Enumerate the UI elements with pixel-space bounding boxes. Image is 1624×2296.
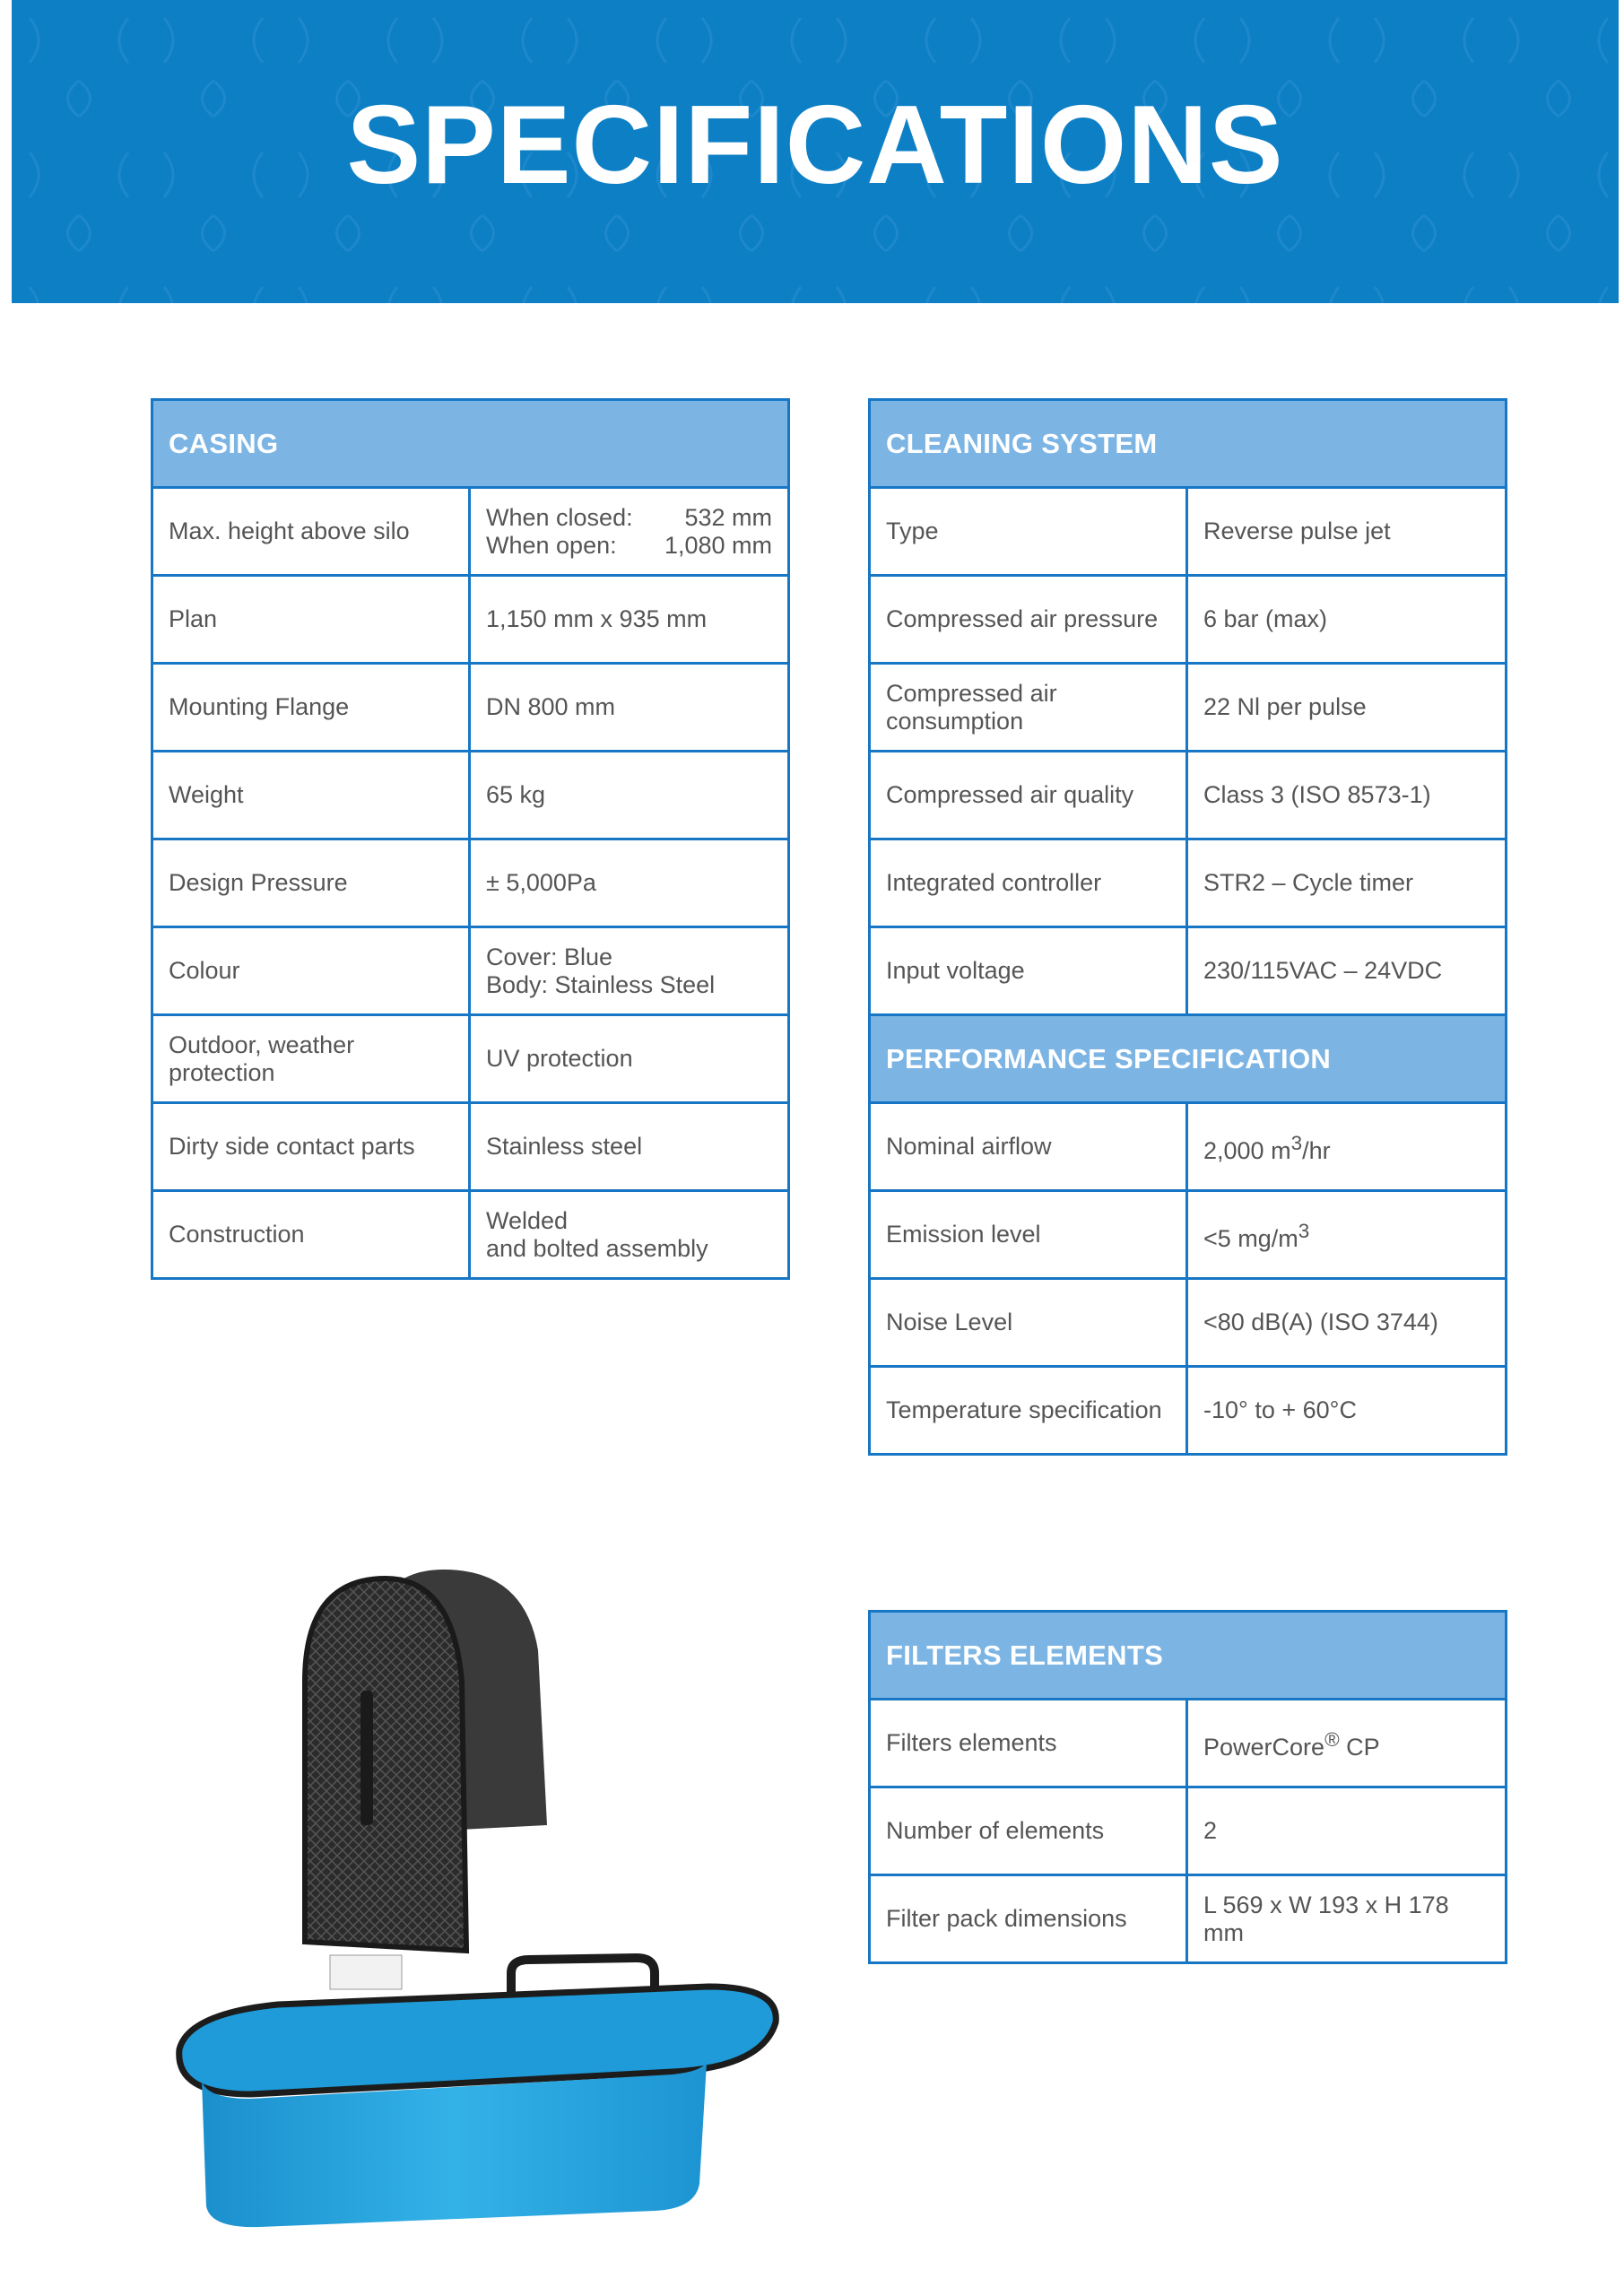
row-label: Type	[870, 488, 1187, 576]
value-sup: ®	[1324, 1727, 1340, 1751]
row-label: Compressed air quality	[870, 752, 1187, 839]
casing-header: CASING	[152, 400, 789, 488]
value-line: Cover: Blue	[486, 943, 613, 970]
row-value	[470, 927, 789, 1015]
performance-header: PERFORMANCE SPECIFICATION	[870, 1015, 1507, 1103]
row-label: Nominal airflow	[870, 1103, 1187, 1191]
table-row	[152, 488, 789, 576]
table-row	[152, 576, 789, 664]
row-label	[870, 664, 1187, 752]
value-line: Welded	[486, 1206, 569, 1234]
row-label: Integrated controller	[870, 839, 1187, 927]
open-value: 1,080 mm	[664, 531, 772, 559]
row-value: <80 dB(A) (ISO 3744)	[1187, 1279, 1507, 1367]
casing-table	[151, 398, 790, 1280]
label-line: consumption	[886, 707, 1024, 735]
table-row	[870, 1279, 1507, 1367]
row-label: Dirty side contact parts	[152, 1103, 470, 1191]
row-label: Input voltage	[870, 927, 1187, 1015]
row-label: Number of elements	[870, 1787, 1187, 1875]
value-text: PowerCore	[1203, 1733, 1325, 1761]
row-label: Mounting Flange	[152, 664, 470, 752]
row-value	[1187, 1700, 1507, 1787]
table-row	[152, 1015, 789, 1103]
row-value: -10° to + 60°C	[1187, 1367, 1507, 1455]
cleaning-header: CLEANING SYSTEM	[870, 400, 1507, 488]
row-label: Filters elements	[870, 1700, 1187, 1787]
row-value	[1187, 1191, 1507, 1279]
label-line: protection	[169, 1058, 275, 1086]
open-label: When open:	[486, 531, 617, 559]
filter-label	[330, 1955, 402, 1989]
table-row	[870, 1787, 1507, 1875]
table-row	[870, 664, 1507, 752]
row-value	[1187, 1103, 1507, 1191]
label-line: Outdoor, weather	[169, 1031, 355, 1058]
table-row	[152, 752, 789, 839]
row-value	[470, 488, 789, 576]
row-label: Colour	[152, 927, 470, 1015]
row-value: DN 800 mm	[470, 664, 789, 752]
row-value: 22 Nl per pulse	[1187, 664, 1507, 752]
row-value	[470, 1191, 789, 1279]
filter-handle	[360, 1691, 373, 1825]
value-sup: 3	[1298, 1219, 1310, 1242]
closed-label: When closed:	[486, 503, 633, 531]
table-row	[152, 664, 789, 752]
row-label: Construction	[152, 1191, 470, 1279]
table-row	[152, 927, 789, 1015]
table-row	[152, 839, 789, 927]
table-row	[870, 752, 1507, 839]
row-label: Temperature specification	[870, 1367, 1187, 1455]
table-row	[870, 1367, 1507, 1455]
header-banner	[12, 0, 1619, 303]
row-value: Reverse pulse jet	[1187, 488, 1507, 576]
label-line: Compressed air	[886, 679, 1057, 707]
table-row	[870, 1103, 1507, 1191]
row-value: 2	[1187, 1787, 1507, 1875]
row-value: 65 kg	[470, 752, 789, 839]
table-row	[870, 839, 1507, 927]
filters-table	[868, 1610, 1507, 1964]
value-sup: 3	[1290, 1131, 1303, 1154]
row-label: Noise Level	[870, 1279, 1187, 1367]
table-row	[870, 927, 1507, 1015]
table-row	[870, 488, 1507, 576]
row-value: 1,150 mm x 935 mm	[470, 576, 789, 664]
table-row	[870, 576, 1507, 664]
table-row	[152, 1191, 789, 1279]
cleaning-table	[868, 398, 1507, 1456]
product-image	[170, 1565, 789, 2229]
filters-header: FILTERS ELEMENTS	[870, 1612, 1507, 1700]
row-label: Design Pressure	[152, 839, 470, 927]
value-line: Body: Stainless Steel	[486, 970, 716, 998]
height-open	[486, 532, 772, 560]
row-label	[152, 1015, 470, 1103]
row-label: Emission level	[870, 1191, 1187, 1279]
height-closed	[486, 504, 772, 532]
row-value: Stainless steel	[470, 1103, 789, 1191]
row-value: Class 3 (ISO 8573-1)	[1187, 752, 1507, 839]
row-label: Compressed air pressure	[870, 576, 1187, 664]
row-label: Weight	[152, 752, 470, 839]
value-suffix: CP	[1339, 1733, 1380, 1761]
value-text: <5 mg/m	[1203, 1224, 1298, 1252]
table-row	[152, 1103, 789, 1191]
table-row	[870, 1875, 1507, 1963]
row-value: L 569 x W 193 x H 178 mm	[1187, 1875, 1507, 1963]
row-value: ± 5,000Pa	[470, 839, 789, 927]
value-text: 2,000 m	[1203, 1136, 1291, 1164]
value-suffix: /hr	[1302, 1136, 1331, 1164]
table-row	[870, 1191, 1507, 1279]
row-label: Max. height above silo	[152, 488, 470, 576]
row-value: STR2 – Cycle timer	[1187, 839, 1507, 927]
page-title: SPECIFICATIONS	[346, 83, 1284, 207]
row-value: 230/115VAC – 24VDC	[1187, 927, 1507, 1015]
closed-value: 532 mm	[684, 503, 772, 531]
value-line: and bolted assembly	[486, 1234, 708, 1262]
row-value: 6 bar (max)	[1187, 576, 1507, 664]
table-row	[870, 1700, 1507, 1787]
row-label: Filter pack dimensions	[870, 1875, 1187, 1963]
row-label: Plan	[152, 576, 470, 664]
filter-element-front	[305, 1578, 466, 1951]
row-value: UV protection	[470, 1015, 789, 1103]
